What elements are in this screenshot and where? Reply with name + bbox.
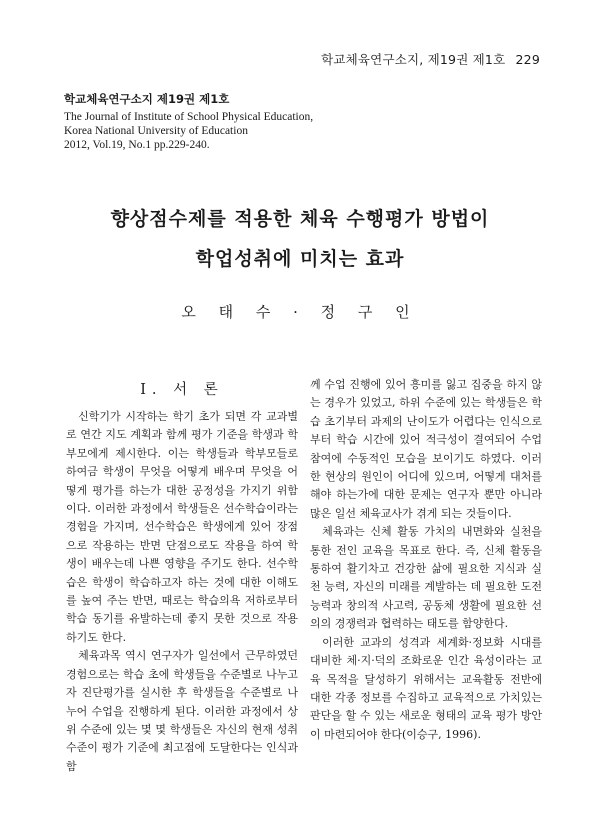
left-column bbox=[66, 376, 298, 776]
journal-institution: Korea National University of Education bbox=[64, 125, 248, 137]
right-column bbox=[310, 376, 542, 744]
paper-title-line-2: 학업성취에 미치는 효과 bbox=[195, 248, 405, 270]
section-heading: Ⅰ. 서 론 bbox=[140, 382, 224, 398]
paragraph: 체육과목 역시 연구자가 일선에서 근무하였던 경험으로는 학습 초에 학생들을 수준별로 나누고자 진단평가를 실시한 후 학생들을 수준별로 나누어 수업을 진행하게 된다. 이러한 과정에서 상위 수준에 있는 몇 몇 학생들은 자신의 현재 성취 수준이 평가 기준에 최고점에 도달한다는 인식과 함 bbox=[66, 649, 298, 773]
paper-title-line-1: 향상점수제를 적용한 체육 수행평가 방법이 bbox=[110, 208, 490, 230]
journal-name-english: The Journal of Institute of School Physical Education, bbox=[64, 111, 314, 123]
page-number: 229 bbox=[515, 52, 540, 67]
running-header-journal: 학교체육연구소지, 제19권 제1호 bbox=[321, 52, 506, 67]
paragraph: 이러한 교과의 성격과 세계화·정보화 시대를 대비한 체·지·덕의 조화로운 인간 육성이라는 교육 목적을 달성하기 위해서는 교육활동 전반에 대한 각종 정보를 수집하고 교육적으로 가치있는 판단을 할 수 있는 새로운 형태의 교육 평가 방안이 마련되어야 한다(이승구, 1996). bbox=[310, 635, 542, 741]
paragraph: 께 수업 진행에 있어 흥미를 잃고 집중을 하지 않는 경우가 있었고, 하위 수준에 있는 학생들은 학습 초기부터 과제의 난이도가 어렵다는 인식으로부터 학습 시간에 있어 적극성이 결여되어 수업 참여에 수동적인 모습을 보이기도 하였다. 이러한 현상의 원인이 어디에 있으며, 어떻게 대처를 해야 하는가에 대한 문제는 연구자 뿐만 아니라 많은 일선 체육교사가 겪게 되는 것들이다. bbox=[310, 378, 542, 520]
paragraph: 신학기가 시작하는 학기 초가 되면 각 교과별로 연간 지도 계획과 함께 평가 기준을 학생과 학부모에게 제시한다. 이는 학생들과 학부모들로 하여금 학생이 무엇을 어떻게 배우며 무엇을 어떻게 평가를 하는가 대한 공정성을 가지기 위함이다. 이러한 과정에서 학생들은 선수학습이라는 경험을 가지며, 선수학습은 학생에게 있어 장점으로 작용하는 반면 단점으로도 작용을 하여 학생이 배우는데 나쁜 영향을 주기도 한다. 선수학습은 학생이 학습하고자 하는 것에 대한 이해도를 높여 주는 반면, 때로는 학습의욕 저하로부터 학습 동기를 유발하는데 좋지 못한 것으로 작용하기도 한다. bbox=[66, 410, 298, 644]
paragraph: 체육과는 신체 활동 가치의 내면화와 실천을 통한 전인 교육을 목표로 한다. 즉, 신체 활동을 통하여 활기차고 건강한 삶에 필요한 지식과 실천 능력, 자신의 미래를 계발하는 데 필요한 도전 능력과 창의적 사고력, 공동체 생활에 필요한 선의의 경쟁력과 협력하는 태도를 함양한다. bbox=[310, 525, 542, 631]
journal-citation: 2012, Vol.19, No.1 pp.229-240. bbox=[64, 139, 210, 151]
authors: 오 태 수 · 정 구 인 bbox=[181, 303, 419, 321]
journal-name-korean: 학교체육연구소지 제19권 제1호 bbox=[64, 92, 230, 106]
running-header bbox=[321, 50, 540, 68]
journal-info bbox=[64, 92, 313, 152]
